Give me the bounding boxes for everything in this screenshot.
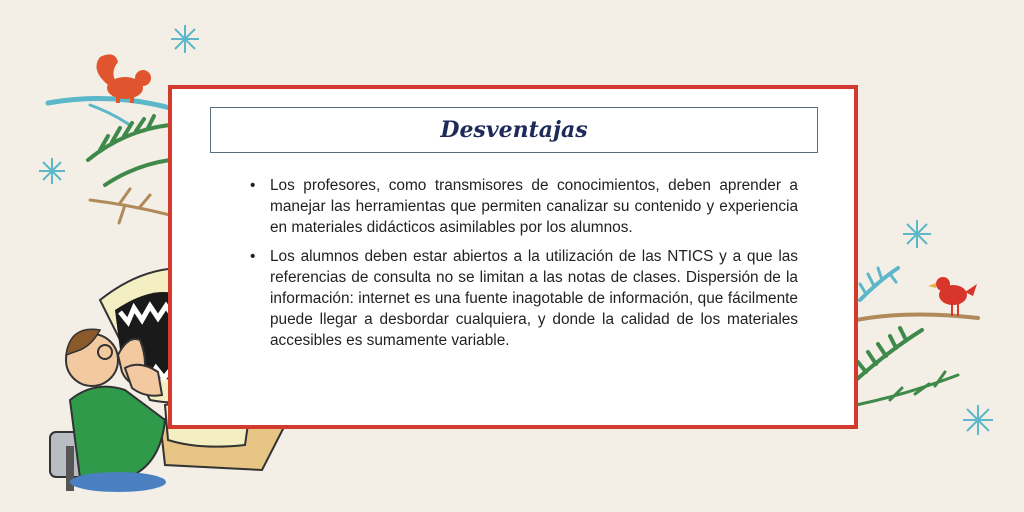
squirrel-icon <box>96 54 151 103</box>
content-card <box>168 85 858 429</box>
bullet-item: • Los profesores, como transmisores de conocimientos, deben aprender a manejar las herramientas que permiten canalizar su contenido y experiencia en materiales didácticos asimilables por los alumnos. <box>270 175 798 238</box>
bird-icon <box>928 277 977 316</box>
bullet-item: • Los alumnos deben estar abiertos a la utilización de las NTICS y a que las referencias de consulta no se limitan a las notas de clases. Dispersión de la información: internet es una fuente inagotable de información, que fácilmente puede llegar a desbordar cualquiera, y donde la calidad de los materiales accesibles es sumamente variable. <box>270 246 798 351</box>
title-box <box>210 107 818 153</box>
slide-title: Desventajas <box>440 117 588 143</box>
bullet-list <box>250 175 798 359</box>
left-branch-icon <box>48 99 170 223</box>
